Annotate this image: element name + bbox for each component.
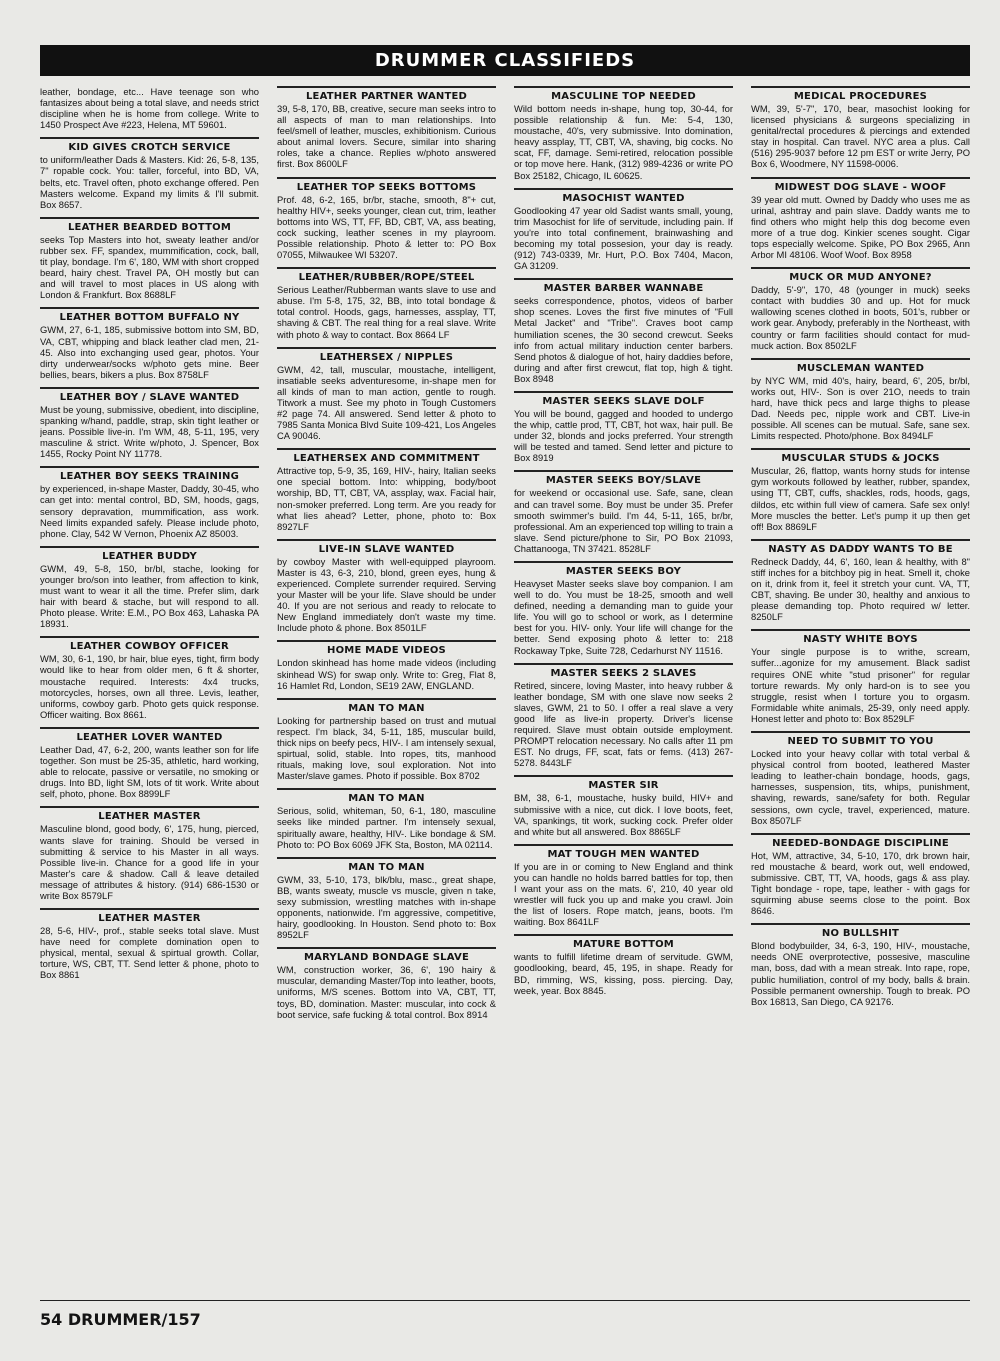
ad-body: wants to fulfill lifetime dream of servitude. GWM, goodlooking, beard, 45, 195, in shape. Ready for BD, rimming, WS, kissing, poss. piercing. Day, week, year. Box 8845. [514, 951, 733, 996]
ad-title: MASTER BARBER WANNABE [514, 278, 733, 294]
ad-title: MASTER SEEKS 2 SLAVES [514, 663, 733, 679]
ad-body: Wild bottom needs in-shape, hung top, 30-44, for possible relationship & fun. Me: 5-4, 130, moustache, 40's, very submissive. Into domination, heavy assplay, TT, CBT, VA, shaving, big cocks. No scat, FF, damage. Semi-retired, relocation possible or top move here. Hank, (312) 989-4236 or write PO Box 25182, Chicago, IL 60625. [514, 103, 733, 181]
ad-body: GWM, 27, 6-1, 185, submissive bottom into SM, BD, VA, CBT, whipping and black leather clad men, 21-45. Also into exchanging used gear, photos. Your dirty underwear/socks w/photo gets mine. Beer bellies, bears, bikers a plus. Box 8758LF [40, 324, 259, 380]
ad-body: BM, 38, 6-1, moustache, husky build, HIV+ and submissive with a nice, cut dick. I love boots, feet, VA, spankings, tit work, sucking cock. Prefer older and white but all answered. Box 8865LF [514, 792, 733, 837]
ad-title: NO BULLSHIT [751, 923, 970, 939]
ad-body: Muscular, 26, flattop, wants horny studs for intense gym workouts followed by leather, rubber, spandex, using TT, CBT, cuffs, shackles, rods, hoods, gags, dildos, etc within full view of camera. Safe sex only! More muscles the better. Let's pump it up then get off! Box 8869LF [751, 465, 970, 532]
ad-title: LIVE-IN SLAVE WANTED [277, 539, 496, 555]
ad-body: by cowboy Master with well-equipped playroom. Master is 43, 6-3, 210, blond, green eyes, hung & experienced. Complete surrender required. Serving your Master will be your life. Slave should be under 40. If you are not serious and ready to relocate to New England immediately don't waste my time. Include photo & phone. Box 8501LF [277, 555, 496, 634]
classified-ad [751, 622, 970, 724]
ad-body: Serious Leather/Rubberman wants slave to use and abuse. I'm 5-8, 175, 32, BB, into total bondage & total control. Hoods, gags, harnesses, assplay, TT, shaving & CBT. The real thing for a real slave. Write with photo & way to contact. Box 8664 LF [277, 284, 496, 340]
column-3 [514, 86, 733, 1298]
ad-title: LEATHER COWBOY OFFICER [40, 636, 259, 652]
classified-ad [40, 539, 259, 630]
ad-title: LEATHER MASTER [40, 908, 259, 924]
page-header [40, 45, 970, 76]
ad-body: Masculine blond, good body, 6', 175, hung, pierced, wants slave for training. Should be versed in submitting & service to his Master in all ways. Possible live-in. Chance for a good life in your Master's care & shadow. Call & leave detailed message of attributes & history. (914) 686-1530 or write Box 8579LF [40, 823, 259, 901]
ad-title: LEATHER BOY SEEKS TRAINING [40, 466, 259, 482]
ad-title: LEATHER BOY / SLAVE WANTED [40, 387, 259, 403]
ad-body: GWM, 49, 5-8, 150, br/bl, stache, looking for younger bro/son into leather, from affection to kink, must want to wear it all the time. Prefer slim, dark hair with beard & stache, but will respond to all. Photo please. Write: E.M., PO Box 463, Lahaska PA 18931. [40, 562, 259, 630]
classified-ad [751, 351, 970, 442]
ad-body: Attractive top, 5-9, 35, 169, HIV-, hairy, Italian seeks one special bottom. Into: whipping, body/boot worship, BD, TT, CBT, VA, assplay, wax. Facial hair, non-smoker preferred. Long term. Are you ready for what lies ahead? Letter, phone, photo to: Box 8927LF [277, 465, 496, 532]
classifieds-columns [40, 86, 970, 1298]
page-footer [40, 1310, 201, 1329]
ad-body: Serious, solid, whiteman, 50, 6-1, 180, masculine seeks like minded partner. I'm intensely sexual, spiritually aware, healthy, HIV-. Like bondage & SM. Photo to: PO Box 6069 JFK Sta, Boston, MA 02114. [277, 805, 496, 850]
column-1 [40, 86, 259, 1298]
classified-ad [277, 691, 496, 782]
ad-title: MASTER SEEKS BOY [514, 561, 733, 577]
classified-ad [277, 781, 496, 849]
classified-ad [40, 720, 259, 799]
classified-ad [514, 384, 733, 463]
page-number: 54 [40, 1310, 63, 1329]
classified-ad [751, 170, 970, 261]
ad-title: MAT TOUGH MEN WANTED [514, 844, 733, 860]
ad-body: Hot, WM, attractive, 34, 5-10, 170, drk brown hair, red moustache & beard, work out, well endowed, submissive. CBT, TT, VA, hoods, gags & ass play. Tight bondage - rope, tape, leather - with gags for squirming abuse seems close to the point. Box 8646. [751, 849, 970, 917]
ad-title: MAN TO MAN [277, 788, 496, 804]
ad-body: Looking for partnership based on trust and mutual respect. I'm black, 34, 5-11, 185, muscular build, thick nips on beefy pecs, HIV-. I am intensely sexual, spirtual, solid, stable. Into ropes, tits, manhood rituals, making love, soul exploration. Not into Master/slave games. Photo if possible. Box 8702 [277, 714, 496, 782]
ad-body: GWM, 42, tall, muscular, moustache, intelligent, insatiable seeks adventuresome, in-shape men for all kinds of man to man action, gentle to rough. Titwork a must. See my photo in Tough Customers #2 page 74. All answered. Send letter & photo to 7985 Santa Monica Blvd Suite 109-421, Los Angeles CA 90046. [277, 363, 496, 442]
classified-ad [514, 181, 733, 272]
classified-ad [514, 927, 733, 995]
classified-ad [277, 441, 496, 532]
ad-body: If you are in or coming to New England and think you can handle no holds barred battles for top, then I want your ass on the mats. 6', 210, 40 year old wrestler will fuck you up and make you crawl. Join the list of losers. Rope match, jeans, boots. I'm waiting. Box 8641LF [514, 860, 733, 928]
ad-body: WM, 30, 6-1, 190, br hair, blue eyes, tight, firm body would like to hear from older men, 6 ft & shorter, moustache required. Interests: 4x4 trucks, motorcycles, horses, own all three. Levis, leather, uniforms, cowboy garb. Photo gets quick response. Officer waiting. Box 8661. [40, 653, 259, 720]
classified-ad [277, 260, 496, 339]
ad-body: seeks correspondence, photos, videos of barber shop scenes. Loves the first five minutes of "Full Metal Jacket" and "Tribe". Craves boot camp humiliation scenes, the 30 second crewcut. Seeks info from actual military induction center barbers. Send photos & dialogue of hot, hairy daddies before, during and after first crewcut, flat top, high & tight. Box 8948 [514, 295, 733, 384]
ad-title: MUCK OR MUD ANYONE? [751, 267, 970, 283]
section-title: DRUMMER CLASSIFIEDS [374, 50, 636, 71]
ad-title: HOME MADE VIDEOS [277, 640, 496, 656]
classified-ad [751, 441, 970, 532]
classified-ad [514, 656, 733, 769]
ad-body: Heavyset Master seeks slave boy companion. I am well to do. You must be 18-25, smooth and well defined, needing a demanding man to guide your life. You will go to school or work, as I determine best for you. HIV- only. Your life will change for the better. Send exposing photo & letter to: 218 Rockaway Tpke, Suite 728, Cedarhurst NY 11516. [514, 578, 733, 656]
ad-title: LEATHER MASTER [40, 806, 259, 822]
ad-body: Leather Dad, 47, 6-2, 200, wants leather son for life together. Son must be 25-35, athletic, hard working, able to relocate, passive or versatile, no smoking or drugs. Into BD, light SM, lots of tit work. Write about self, photo, phone. Box 8899LF [40, 743, 259, 800]
classified-ad [277, 850, 496, 941]
classified-ad [514, 271, 733, 384]
ad-title: MASOCHIST WANTED [514, 188, 733, 204]
footer-rule [40, 1300, 970, 1301]
classified-ad [514, 554, 733, 656]
ad-title: NEED TO SUBMIT TO YOU [751, 731, 970, 747]
classified-ad [277, 340, 496, 442]
ad-title: MUSCLEMAN WANTED [751, 358, 970, 374]
classified-ad [514, 768, 733, 836]
ad-title: LEATHER/RUBBER/ROPE/STEEL [277, 267, 496, 283]
ad-body: by NYC WM, mid 40's, hairy, beard, 6', 205, br/bl, works out, HIV-. Son is over 21O, needs to train hard, have thick pecs and large thighs to please Dad. Needs pec, nipple work and CBT. Live-in possible. All scenes can be mutual. Safe, sane sex. Limits respected. Photo/phone. Box 8494LF [751, 374, 970, 442]
ad-title: MIDWEST DOG SLAVE - WOOF [751, 177, 970, 193]
ad-title: MAN TO MAN [277, 857, 496, 873]
ad-title: LEATHER TOP SEEKS BOTTOMS [277, 177, 496, 193]
ad-title: NASTY AS DADDY WANTS TO BE [751, 539, 970, 555]
ad-title: LEATHER BUDDY [40, 546, 259, 562]
ad-body: Retired, sincere, loving Master, into heavy rubber & leather bondage, SM with one slave now seeks 2 slaves, GWM, 21 to 50. I offer a real slave a very good life as live-in property. Driver's license required. Slave must obtain outside employment. PROMPT relocation necessary. No calls after 11 pm EST. No drugs, FF, scat, fats or fems. (413) 267-5278. 8443LF [514, 679, 733, 769]
ad-title: MAN TO MAN [277, 698, 496, 714]
classified-ad [277, 170, 496, 261]
ad-body: Redneck Daddy, 44, 6', 160, lean & healthy, with 8" stiff inches for a bitchboy pig in heat. Smell it, choke on it, drink from it, feel it stretch your cunt. VA, TT, CBT, shaving. Be under 30, healthy and anxious to please demanding top. Photo required w/ letter. 8250LF [751, 555, 970, 623]
classified-ad [40, 380, 259, 459]
ad-body: Locked into your heavy collar with total verbal & physical control from booted, leathered Master leading to leather-chain bondage, hoods, gags, harnesses, suspension, tits, whips, punishment, shaving, rewards, sane/safety for both. Regular sessions, own cycle, travel, experienced, mature. Box 8507LF [751, 748, 970, 826]
ad-title: MATURE BOTTOM [514, 934, 733, 950]
classified-ad [40, 459, 259, 538]
ad-body: Blond bodybuilder, 34, 6-3, 190, HIV-, moustache, needs ONE overprotective, possesive, masculine man, boss, dad with a mean streak. Into rape, rope, public humiliation, control of my body, balls & brain. Possible permanent ownership. Tough to break. PO Box 16813, San Diego, CA 92176. [751, 940, 970, 1007]
classified-ad [277, 532, 496, 634]
classified-ad [751, 260, 970, 351]
classified-ad [751, 724, 970, 826]
classified-ad [277, 86, 496, 170]
ad-body: WM, 39, 5'-7", 170, bear, masochist looking for licensed physicians & surgeons specializing in genital/rectal procedures & piercings and extended stay in hospital. Can travel. NYC area a plus. Call (516) 295-9037 before 12 pm EST or write Jerry, PO Box 6, Woodmere, NY 11598-0006. [751, 103, 970, 170]
classified-ad [40, 901, 259, 980]
ad-body: leather, bondage, etc... Have teenage son who fantasizes about being a total slave, and needs strict discipline when he is home from college. Write to 1450 Prospect Ave #223, Helena, MT 59601. [40, 86, 259, 131]
ad-title: NASTY WHITE BOYS [751, 629, 970, 645]
ad-title: MARYLAND BONDAGE SLAVE [277, 947, 496, 963]
classified-ad [514, 86, 733, 181]
ad-body: Your single purpose is to writhe, scream, suffer...agonize for my amusement. Black sadist requires ONE white "stud prisoner" for regular torture rewards. My only hard-on is to see you struggle, resist when I torture you to orgasm. Formidable white animals, 25-39, only need apply. Honest letter and photo to: Box 8529LF [751, 646, 970, 724]
ad-title: KID GIVES CROTCH SERVICE [40, 137, 259, 153]
ad-body: seeks Top Masters into hot, sweaty leather and/or rubber sex. FF, spandex, mummification, cock, ball, tit play, bondage. I'm 6', 180, WM with short cropped beard, hairy chest. Travel PA, OH mostly but can and will travel to most places in US along with London & Frankfurt. Box 8688LF [40, 233, 259, 301]
ad-body: London skinhead has home made videos (including skinhead WS) for swap only. Write to: Greg, Flat 8, 16 Hamlet Rd, London, SE19 2AW, ENGLAND. [277, 657, 496, 691]
ad-body: WM, construction worker, 36, 6', 190 hairy & muscular, demanding Master/Top into leather, boots, uniforms, M/S scenes. Bottom into VA, CBT, TT, toys, BD, domination. Master: muscular, into cock & boot service, safe fucking & total control. Box 8914 [277, 964, 496, 1020]
ad-body: 39, 5-8, 170, BB, creative, secure man seeks intro to all aspects of man to man relationships. Into feel/smell of leather, muscles, exhibitionism. Curious about animal lovers. Secure, similar into sharing roles, take a chance. Replies w/photo answered first. Box 8600LF [277, 103, 496, 170]
ad-title: MASTER SIR [514, 775, 733, 791]
ad-title: LEATHER BEARDED BOTTOM [40, 217, 259, 233]
ad-body: for weekend or occasional use. Safe, sane, clean and can travel some. Boy must be under 35. Prefer smooth swimmer's build. I'm 44, 5-11, 165, br/br, professional. Am an experienced top willing to train a slave. Send picture/phone to Sir, PO Box 21093, Chattanooga, TN 37421. 8528LF [514, 487, 733, 554]
column-2 [277, 86, 496, 1298]
ad-title: MEDICAL PROCEDURES [751, 86, 970, 102]
ad-body: 39 year old mutt. Owned by Daddy who uses me as urinal, ashtray and pain slave. Daddy wants me to find others who might help this dog become even more of a true dog. Kinkier scenes sought. Cigar tops especially welcome. Spike, PO Box 2965, Ann Arbor MI 48106. Woof Woof. Box 8958 [751, 193, 970, 261]
ad-title: NEEDED-BONDAGE DISCIPLINE [751, 833, 970, 849]
classified-ad [40, 130, 259, 209]
classified-ad [751, 532, 970, 623]
ad-title: MASTER SEEKS BOY/SLAVE [514, 470, 733, 486]
classified-ad [514, 837, 733, 928]
ad-title: MASCULINE TOP NEEDED [514, 86, 733, 102]
ad-title: LEATHER BOTTOM BUFFALO NY [40, 307, 259, 323]
magazine-name: DRUMMER/157 [67, 1310, 201, 1329]
classified-ad [751, 916, 970, 1007]
ad-continued [40, 86, 259, 130]
classified-ad [277, 633, 496, 690]
ad-body: by experienced, in-shape Master, Daddy, 30-45, who can get into: mental control, BD, SM, hoods, gags, sensory depravation, mummification, ass work. Need limits expanded safely. Please include photo, phone. Clay, 542 W Vernon, Phoenix AZ 85003. [40, 483, 259, 539]
column-4 [751, 86, 970, 1298]
ad-title: MUSCULAR STUDS & JOCKS [751, 448, 970, 464]
classified-ad [40, 210, 259, 301]
classified-ad [40, 629, 259, 720]
ad-body: Must be young, submissive, obedient, into discipline, spanking w/hand, paddle, strap, skin tight leather or jeans. Possible live-in. I'm WM, 48, 5-11, 195, very masculine & strict. Write w/photo, J. Spencer, Box 1455, Rocky Point NY 11778. [40, 403, 259, 460]
ad-body: Daddy, 5'-9", 170, 48 (younger in muck) seeks contact with buddies 30 and up. Hot for muck wallowing scenes clothed in boots, 501's, rubber or work gear. Anybody, preferably in the Northeast, with country or farm facilities should contact for mud-muck action. Box 8502LF [751, 284, 970, 351]
ad-title: LEATHER PARTNER WANTED [277, 86, 496, 102]
classified-ad [751, 86, 970, 170]
ad-body: Goodlooking 47 year old Sadist wants small, young, trim Masochist for life of servitude, including pain. If you're into total confinement, brainwashing and becoming my total possesion, your day is ready. (912) 743-0339, Mr. Hurt, P.O. Box 7404, Macon, GA 31209. [514, 204, 733, 272]
ad-body: GWM, 33, 5-10, 173, blk/blu, masc., great shape, BB, wants sweaty, muscle vs muscle, given n take, sexy submission, wrestling matches with in-shape opponents, nationwide. I'm aggressive, competitive, hairy, goodlooking. In Houston. Send photo to: Box 8952LF [277, 873, 496, 941]
ad-body: 28, 5-6, HIV-, prof., stable seeks total slave. Must have need for complete domination open to physical, mental, sexual & spirtual growth. Collar, torture, WS, CBT, TT. Send letter & phone, photo to Box 8861 [40, 925, 259, 981]
classified-ad [40, 300, 259, 379]
ad-title: MASTER SEEKS SLAVE DOLF [514, 391, 733, 407]
ad-body: to uniform/leather Dads & Masters. Kid: 26, 5-8, 135, 7" ropable cock. You: taller, forceful, into BD, VA, belts, etc. Travel often, photo exchange offered. Pen Masters welcome. Expand my limits & I'll submit. Box 8657. [40, 154, 259, 210]
classified-ad [514, 463, 733, 554]
ad-title: LEATHERSEX AND COMMITMENT [277, 448, 496, 464]
classified-ad [277, 940, 496, 1019]
ad-title: LEATHER LOVER WANTED [40, 727, 259, 743]
classified-ad [40, 799, 259, 901]
ad-body: You will be bound, gagged and hooded to undergo the whip, cattle prod, TT, CBT, hot wax, hair pull. Be under 32, blonds and jocks preferred. Your strength will be tested and tamed. Send letter and picture to Box 8919 [514, 407, 733, 464]
ad-title: LEATHERSEX / NIPPLES [277, 347, 496, 363]
ad-body: Prof. 48, 6-2, 165, br/br, stache, smooth, 8"+ cut, healthy HIV+, seeks younger, clean cut, trim, leather bottoms into WS, TT, FF, BD, CBT, VA, ass beating, cock sucking, leather scenes in my playroom. Possible relationship. Photo & letter to: PO Box 07055, Milwaukee WI 53207. [277, 193, 496, 261]
classified-ad [751, 826, 970, 917]
